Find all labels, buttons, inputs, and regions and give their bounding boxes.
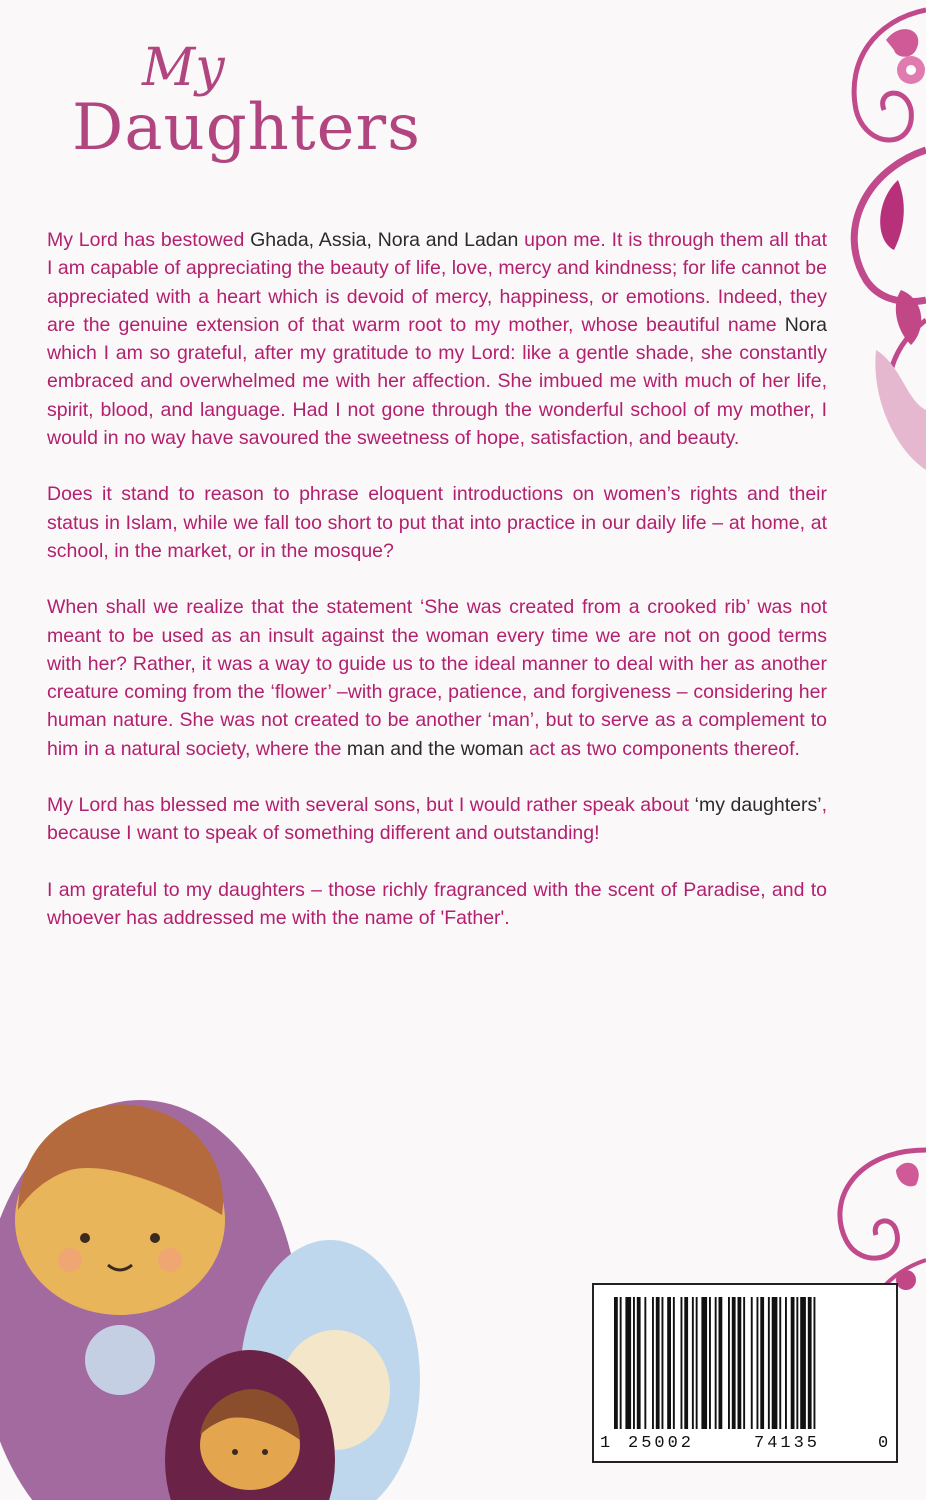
paragraph-1 [47,226,827,452]
mother-name: Nora [784,313,827,336]
paragraph-3-text-a: When shall we realize that the statement ‘She was created from a crooked rib’ was not meant to be used as an insult against the woman every time we are not on good terms with her? Rather, it was a way to guide us to the ideal manner to deal with her as another creature coming from the ‘flower’ –with grace, patience, and forgiveness – considering her human nature. She was not created to be another ‘man’, but to serve as a complement to him in a natural society, where the [47,596,827,760]
barcode-bar [709,1297,711,1429]
barcode-bar [620,1297,622,1429]
barcode-bar [768,1297,770,1429]
barcode-bar [644,1297,646,1429]
barcode-bar [796,1297,798,1429]
barcode-bar [760,1297,764,1429]
barcode-bar [800,1297,806,1429]
barcode-bar [684,1297,688,1429]
barcode-bar [738,1297,742,1429]
paragraph-3-text-c: act as two components thereof. [523,737,800,760]
barcode-bar [667,1297,671,1429]
barcode-group-2: 74135 [754,1434,821,1453]
barcode-bar [662,1297,664,1429]
barcode-bar [614,1297,618,1429]
paragraph-1-text-e: which I am so grateful, after my gratitude to my Lord: like a gentle shade, she constantly embraced and overwhelmed me with her affection. She imbued me with much of her life, spirit, blood, and language. Had I not gone through the wonderful school of my mother, I would in no way have savoured the sweetness of hope, satisfaction, and beauty. [47,342,827,450]
barcode-bar [625,1297,631,1429]
barcode-bar [728,1297,730,1429]
barcode-bar [779,1297,781,1429]
barcode-bar [681,1297,683,1429]
barcode-bars [614,1297,880,1429]
paragraph-5: I am grateful to my daughters – those richly fragranced with the scent of Paradise, and to whoever has addressed me with the name of 'Father'. [47,878,827,929]
barcode-bar [772,1297,778,1429]
barcode-bar [732,1297,736,1429]
my-daughters-emphasis: ‘my daughters’ [694,794,822,817]
barcode-bar [652,1297,654,1429]
blurb-text [47,226,827,960]
book-title [72,38,421,165]
barcode-bar [757,1297,759,1429]
barcode-bar [637,1297,641,1429]
paragraph-3 [47,593,827,763]
barcode-bar [719,1297,723,1429]
barcode-bar [692,1297,694,1429]
title-line-2: Daughters [72,91,421,165]
barcode-bar [701,1297,707,1429]
barcode-bar [696,1297,698,1429]
barcode [592,1283,898,1463]
barcode-bar [751,1297,753,1429]
man-and-woman-emphasis: man and the woman [346,737,524,760]
barcode-first-digit: 1 [600,1434,611,1453]
barcode-last-digit: 0 [878,1434,889,1453]
paragraph-2: Does it stand to reason to phrase eloquent introductions on women’s rights and their status in Islam, while we fall too short to put that into practice in our daily life – at home, at school, in the market, or in the mosque? [47,483,827,562]
barcode-bar [673,1297,675,1429]
paragraph-4 [47,791,827,848]
barcode-bar [785,1297,787,1429]
barcode-group-1: 25002 [628,1434,695,1453]
barcode-bar [633,1297,635,1429]
paragraph-4-text-c: , because I want to speak of something different and outstanding! [47,794,827,845]
paragraph-4-text-a: My Lord has blessed me with several sons, but I would rather speak about [47,794,695,817]
barcode-bar [656,1297,660,1429]
title-line-1: My [142,38,225,98]
paragraph-1-text-a: My Lord has bestowed [47,229,251,251]
barcode-bar [791,1297,795,1429]
barcode-bar [743,1297,745,1429]
matryoshka-dolls-illustration [0,1080,420,1500]
barcode-bar [814,1297,816,1429]
barcode-bar [715,1297,717,1429]
paragraph-1-text-c: upon me. It is through them all that I am capable of appreciating the beauty of life, love, mercy and kindness; for life cannot be appreciated with a heart which is devoid of mercy, happiness, or emotions. Indeed, they are the genuine extension of that warm root to my mother, whose beautiful name [47,229,828,336]
barcode-bar [808,1297,812,1429]
daughters-names: Ghada, Assia, Nora and Ladan [250,229,519,251]
